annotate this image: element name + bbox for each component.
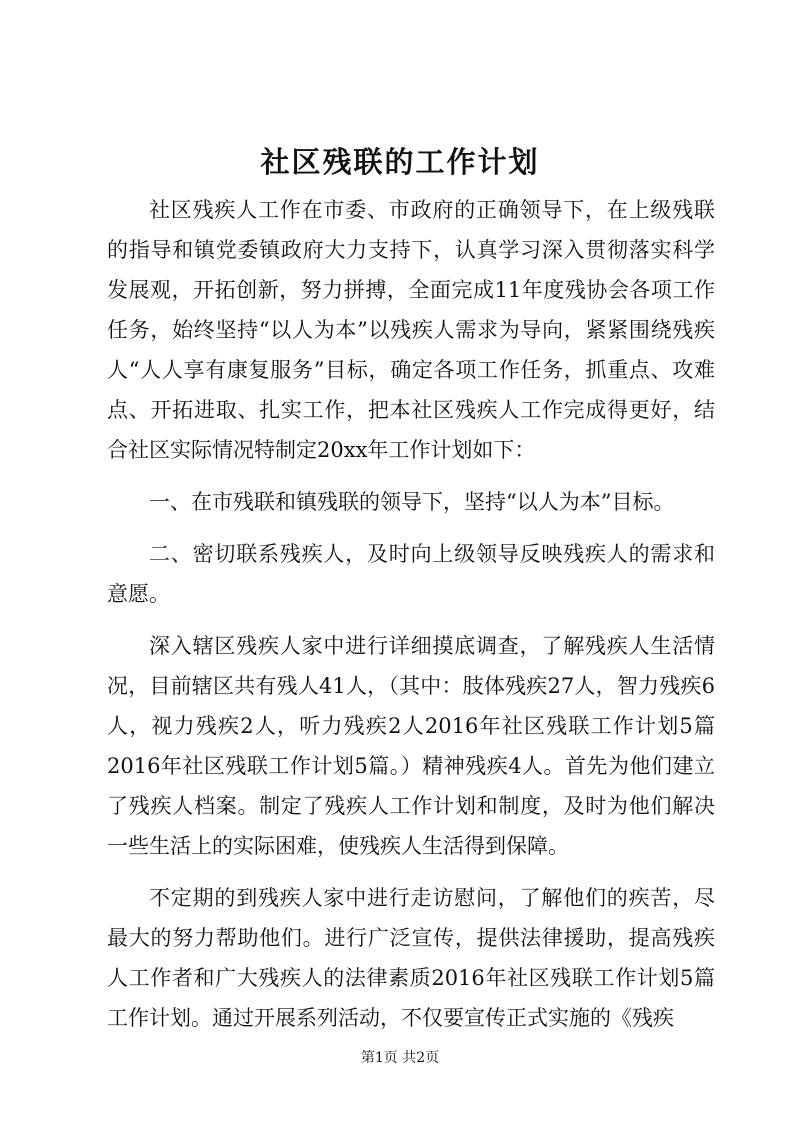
paragraph-visits: 不定期的到残疾人家中进行走访慰问，了解他们的疾苦，尽最大的努力帮助他们。进行广泛宣传，提供法律援助，提高残疾人工作者和广大残疾人的法律素质2016年社区残联工作计划5篇工作计划。通过开展系列活动，不仅要宣传正式实施的《残疾	[107, 886, 715, 1030]
page-title: 社区残联的工作计划	[260, 145, 540, 179]
document-body	[107, 190, 715, 1038]
paragraph-survey: 深入辖区残疾人家中进行详细摸底调查，了解残疾人生活情况，目前辖区共有残人41人，（其中：肢体残疾27人，智力残疾6人，视力残疾2人，听力残疾2人2016年社区残联工作计划5篇2016年社区残联工作计划5篇。）精神残疾4人。首先为他们建立了残疾人档案。制定了残疾人工作计划和制度，及时为他们解决一些生活上的实际困难，使残疾人生活得到保障。	[107, 634, 715, 858]
paragraph-item-one: 一、在市残联和镇残联的领导下，坚持“以人为本”目标。	[149, 490, 675, 514]
paragraph-item-two: 二、密切联系残疾人，及时向上级领导反映残疾人的需求和意愿。	[107, 542, 715, 606]
paragraph-intro: 社区残疾人工作在市委、市政府的正确领导下，在上级残联的指导和镇党委镇政府大力支持下，认真学习深入贯彻落实科学发展观，开拓创新，努力拼搏，全面完成11年度残协会各项工作任务，始终坚持“以人为本”以残疾人需求为导向，紧紧围绕残疾人“人人享有康复服务”目标，确定各项工作任务，抓重点、攻难点、开拓进取、扎实工作，把本社区残疾人工作完成得更好，结合社区实际情况特制定20xx年工作计划如下：	[107, 198, 715, 462]
page-footer: 第1页 共2页	[360, 1050, 440, 1066]
